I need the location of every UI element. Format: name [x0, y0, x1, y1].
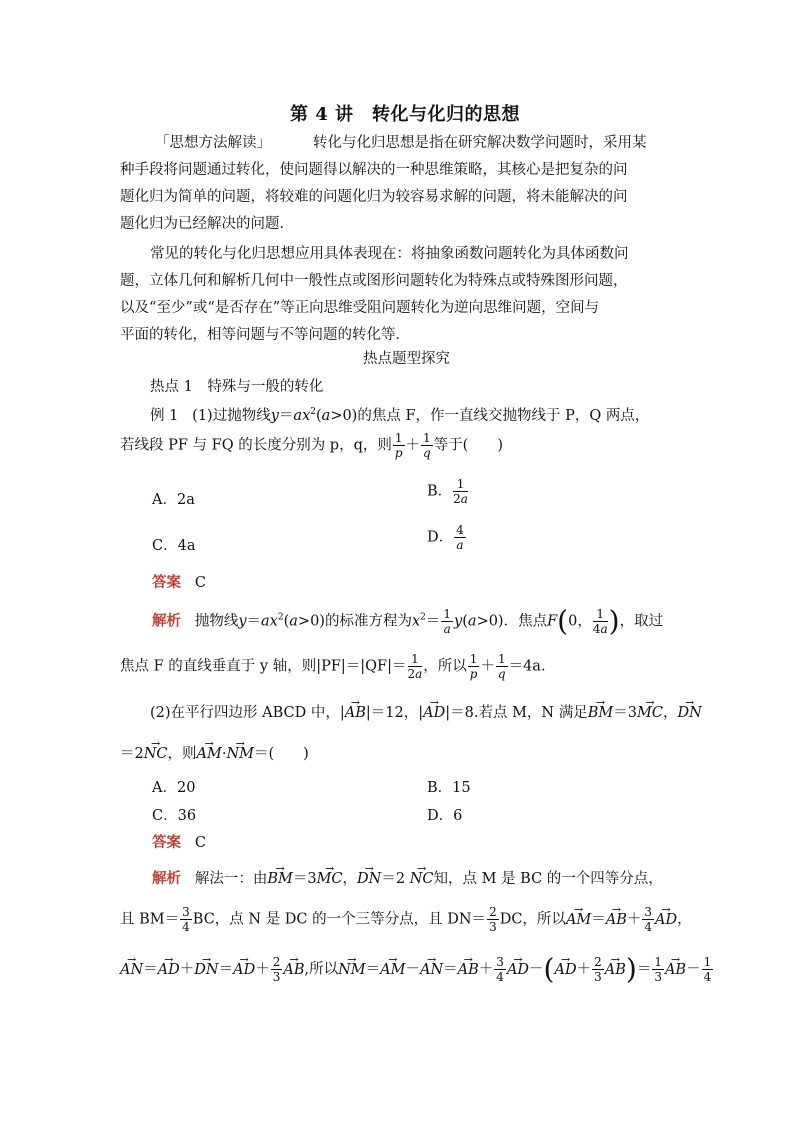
ex1-q2-line2: ＝2→ NC，则→ AM·→ NM＝( )	[120, 742, 309, 763]
section-title: 热点题型探究	[363, 351, 450, 367]
option2-c: C．36	[152, 808, 197, 824]
option-b: B． $\frac{1}{2a}$	[427, 477, 468, 506]
analysis-2-line1: 解析 解法一：由→ BM＝3→ MC，→ DN＝2 → NC知，点 M 是 BC 的一个四等分点，	[152, 867, 663, 888]
intro-p2-line1: 常见的转化与化归思想应用具体表现在：将抽象函数问题转化为具体函数问	[150, 246, 629, 262]
option2-d: D．6	[427, 808, 463, 824]
answer-1: 答案 C	[152, 574, 206, 591]
intro-p2-line3: 以及“至少”或“是否存在”等正向思维受阻问题转化为逆向思维问题，空间与	[120, 300, 600, 316]
intro-p2-line4: 平面的转化，相等问题与不等问题的转化等．	[120, 327, 410, 343]
option-c: C．4a	[152, 538, 196, 554]
page-title: 第 4 讲 转化与化归的思想	[290, 104, 521, 125]
option2-b: B．15	[427, 780, 471, 796]
analysis-1-line2: 焦点 F 的直线垂直于 y 轴，则|PF|＝|QF|＝ $\frac{1}{2a}$ ，所以 $\frac{1}{p}$ ＋ $\frac{1}{q}$ ＝4a.	[120, 652, 546, 681]
option-a: A．2a	[152, 492, 195, 508]
analysis-1-line1: 解析 抛物线$y=ax^2(a>0)$的标准方程为$x^2=$ $\frac{1}{a}$ y(a>0)．焦点F(0， $\frac{1}{4a}$ )，取过	[152, 604, 664, 638]
hotspot-heading: 热点 1 特殊与一般的转化	[150, 379, 324, 395]
intro-p1-line4: 题化归为已经解决的问题．	[120, 216, 294, 232]
analysis-2-line3: → AN＝→ AD＋→ DN＝→ AD＋ $\frac{2}{3}$ → AB,所以→ NM＝→ AM－→ AN＝→ AB＋ $\frac{3}{4}$ → AD－(→ AD＋ $\frac{2}{3}$ → AB)＝ $\frac{1}{3}$ → AB－ $\frac{1}{4}$	[120, 956, 714, 983]
ex1-q2-line1: (2)在平行四边形 ABCD 中，|→ AB|＝12，|→ AD|＝8.若点 M，N 满足→ BM＝3→ MC，→ DN	[150, 701, 702, 722]
option-d: D． $\frac{4}{a}$	[427, 523, 464, 552]
ex1-q1-line1: 例 1 (1)过抛物线$y=ax^2(a>0)$的焦点 F，作一直线交抛物线于 P，Q 两点，	[150, 407, 650, 424]
option2-a: A．20	[152, 780, 196, 796]
intro-p1-line3: 题化归为简单的问题，将较难的问题化归为较容易求解的问题，将未能解决的问	[120, 189, 628, 205]
intro-p2-line2: 题，立体几何和解析几何中一般性点或图形问题转化为特殊点或特殊图形问题，	[120, 273, 628, 289]
intro-label: 「思想方法解读」	[155, 135, 271, 151]
intro-p1-line2: 种手段将问题通过转化，使问题得以解决的一种思维策略，其核心是把复杂的问	[120, 162, 628, 178]
intro-p1-line1: 转化与化归思想是指在研究解决数学问题时，采用某	[313, 135, 647, 151]
analysis-2-line2: 且 BM＝ $\frac{3}{4}$ BC，点 N 是 DC 的一个三等分点，且 DN＝ $\frac{2}{3}$ DC，所以→ AM＝→ AB＋ $\frac{3}{4}$ → AD，	[120, 906, 692, 933]
ex1-q1-line2: 若线段 PF 与 FQ 的长度分别为 p，q，则 $\frac{1}{p}$ ＋ $\frac{1}{q}$ 等于( )	[120, 431, 503, 460]
answer-2: 答案 C	[152, 834, 206, 851]
